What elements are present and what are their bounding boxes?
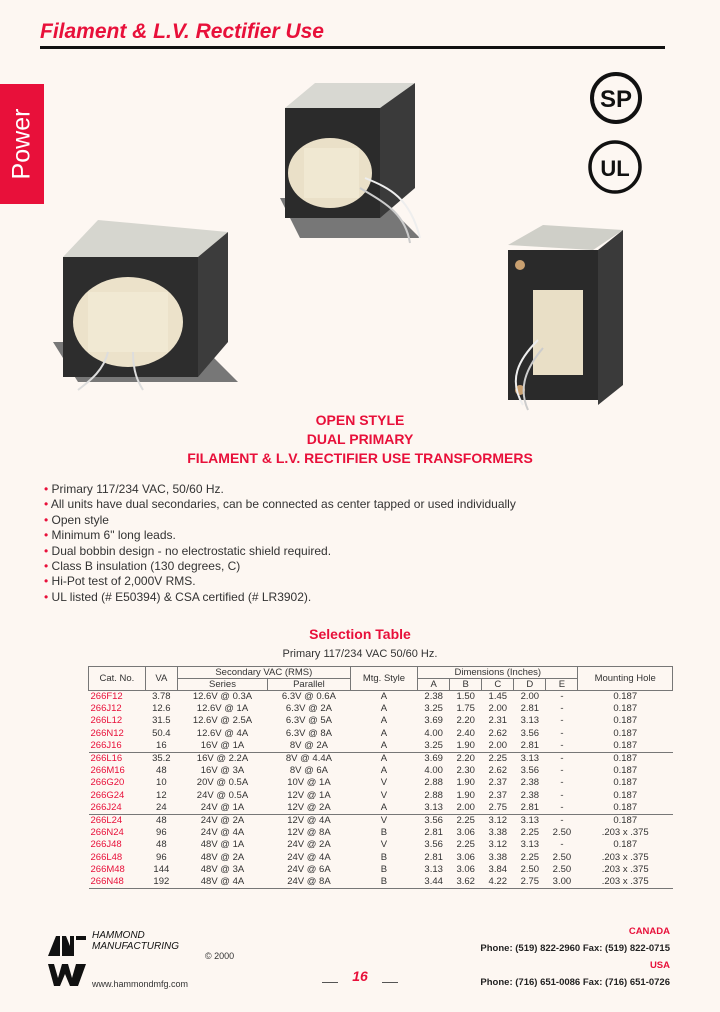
cell-dim-b: 1.90 (456, 789, 475, 801)
csa-mark-text: SP (599, 86, 633, 113)
table-row (89, 777, 673, 789)
cell-mtg-style: B (380, 827, 388, 839)
feature-item: • Class B insulation (130 degrees, C) (44, 559, 516, 574)
cell-series: 48V @ 1A (200, 839, 245, 851)
cell-series: 24V @ 0.5A (196, 789, 249, 801)
cell-parallel: 12V @ 2A (287, 801, 331, 813)
cell-mtg-style: A (380, 691, 388, 702)
cell-cat-no: 266N24 (90, 827, 124, 839)
cell-cat-no: 266L16 (89, 753, 146, 766)
cell-dim-d: 2.38 (520, 777, 540, 789)
table-row (89, 790, 673, 802)
cell-cat-no: 266N48 (90, 876, 124, 888)
cell-dim-d: 2.81 (520, 703, 540, 715)
cell-dim-d: 2.25 (520, 851, 540, 863)
cell-series: 16V @ 1A (200, 739, 245, 751)
cell-series: 24V @ 4A (200, 827, 245, 839)
cell-parallel: 6.3V @ 5A (285, 715, 332, 727)
cell-cat-no: 266M16 (90, 765, 125, 777)
cell-va: 3.78 (152, 691, 171, 702)
header-mounting-hole: Mounting Hole (578, 667, 673, 691)
cell-mounting-hole: 0.187 (578, 753, 673, 766)
header-va: VA (145, 667, 177, 691)
header-dim-e: E (546, 679, 578, 691)
cell-dim-b: 2.30 (456, 765, 475, 777)
page-title: Filament & L.V. Rectifier Use (40, 20, 324, 43)
copyright: © 2000 (205, 951, 235, 961)
cell-va: 144 (153, 863, 170, 875)
cell-dim-e: - (560, 703, 564, 715)
cell-dim-c: 2.00 (488, 703, 508, 715)
cell-dim-e: 2.50 (552, 827, 572, 839)
cell-dim-c: 2.00 (488, 739, 508, 751)
cell-dim-a: 3.56 (418, 815, 450, 828)
cell-va: 12.6 (152, 703, 171, 715)
cell-cat-no: 266J12 (90, 703, 122, 715)
cell-dim-a: 2.88 (424, 789, 443, 801)
feature-list (44, 482, 516, 605)
cell-parallel: 24V @ 6A (287, 863, 331, 875)
feature-item: • UL listed (# E50394) & CSA certified (# LR3902). (44, 590, 516, 605)
section-tab-label: Power (7, 108, 36, 180)
cell-dim-d: 3.13 (514, 753, 546, 766)
table-row (89, 703, 673, 715)
cell-mounting-hole: 0.187 (578, 815, 673, 828)
cell-parallel: 10V @ 1A (287, 777, 331, 789)
cell-series: 12.6V @ 2.5A (192, 715, 253, 727)
cell-mtg-style: A (380, 727, 388, 739)
cell-mounting-hole: 0.187 (613, 801, 638, 813)
cell-dim-a: 2.81 (424, 827, 443, 839)
cell-mtg-style: V (350, 815, 417, 828)
header-series: Series (177, 679, 267, 691)
transformer-photo-266n12 (48, 212, 248, 392)
cell-mounting-hole: .203 x .375 (601, 827, 649, 839)
cell-dim-b: 3.06 (456, 851, 475, 863)
table-row (89, 815, 673, 828)
cell-mtg-style: A (380, 703, 388, 715)
cell-cat-no: 266J16 (90, 739, 122, 751)
cell-dim-c: 3.38 (488, 827, 508, 839)
feature-item: • All units have dual secondaries, can be connected as center tapped or used individually (44, 497, 516, 512)
cell-dim-a: 3.13 (424, 801, 443, 813)
cell-series: 24V @ 2A (177, 815, 267, 828)
cell-mounting-hole: .203 x .375 (601, 863, 649, 875)
cell-dim-e: 2.50 (552, 851, 572, 863)
cell-parallel: 12V @ 1A (287, 789, 331, 801)
cell-parallel: 6.3V @ 0.6A (281, 691, 336, 702)
cell-dim-b: 3.06 (456, 827, 475, 839)
cell-dim-e: - (546, 815, 578, 828)
cell-dim-b: 2.25 (456, 839, 475, 851)
cell-mtg-style: V (380, 789, 388, 801)
cell-va: 31.5 (152, 715, 171, 727)
canada-label: CANADA (628, 926, 670, 937)
company-name (92, 930, 179, 952)
cell-dim-e: 2.50 (552, 863, 572, 875)
table-row (89, 827, 673, 839)
feature-item: • Minimum 6" long leads. (44, 528, 516, 543)
cell-mtg-style: A (380, 715, 388, 727)
heading-open-style: OPEN STYLE (315, 412, 405, 428)
table-row (89, 802, 673, 815)
cell-mtg-style: A (350, 753, 417, 766)
cell-mtg-style: A (380, 801, 388, 813)
cell-dim-e: - (560, 839, 564, 851)
cell-dim-b: 2.20 (456, 715, 475, 727)
cell-mounting-hole: 0.187 (613, 789, 638, 801)
cell-dim-a: 3.25 (424, 703, 443, 715)
cell-mtg-style: A (380, 765, 388, 777)
cell-dim-c: 3.12 (482, 815, 514, 828)
cell-parallel: 8V @ 6A (289, 765, 329, 777)
cell-dim-c: 2.62 (488, 765, 508, 777)
cell-dim-c: 2.62 (488, 727, 508, 739)
table-row (89, 740, 673, 753)
cell-dim-d: 2.00 (520, 691, 540, 702)
cell-va: 192 (153, 876, 170, 888)
cell-dim-b: 3.62 (456, 876, 475, 888)
cell-dim-d: 2.81 (520, 801, 540, 813)
header-dim-b: B (450, 679, 482, 691)
cell-mtg-style: V (380, 777, 388, 789)
cell-dim-e: - (560, 739, 564, 751)
cell-parallel: 8V @ 4.4A (268, 753, 351, 766)
cell-va: 48 (156, 765, 167, 777)
cell-parallel: 6.3V @ 2A (285, 703, 332, 715)
cell-dim-e: - (560, 789, 564, 801)
cell-series: 48V @ 3A (200, 863, 245, 875)
cell-dim-d: 3.13 (520, 715, 540, 727)
cell-cat-no: 266G20 (90, 777, 125, 789)
heading-product-type: FILAMENT & L.V. RECTIFIER USE TRANSFORMERS (187, 450, 533, 466)
cell-dim-c: 2.37 (488, 777, 508, 789)
table-row (89, 839, 673, 851)
cell-dim-a: 3.25 (424, 739, 443, 751)
table-row (89, 715, 673, 727)
cell-va: 50.4 (152, 727, 171, 739)
feature-item: • Hi-Pot test of 2,000V RMS. (44, 574, 516, 589)
cell-dim-a: 2.38 (424, 691, 443, 702)
company-name-line1: HAMMOND (92, 930, 145, 941)
transformer-photo-266j24 (270, 78, 440, 248)
cell-dim-a: 3.69 (418, 753, 450, 766)
table-row (89, 876, 673, 889)
cell-parallel: 24V @ 2A (287, 839, 331, 851)
cell-dim-d: 2.50 (520, 863, 540, 875)
ul-certification-logo (586, 138, 644, 196)
selection-table (88, 666, 673, 889)
cell-dim-d: 2.38 (520, 789, 540, 801)
company-name-line2: MANUFACTURING (92, 941, 180, 952)
cell-mounting-hole: 0.187 (613, 703, 638, 715)
cell-mounting-hole: 0.187 (613, 739, 638, 751)
cell-cat-no: 266L48 (90, 851, 123, 863)
header-dim-c: C (482, 679, 514, 691)
cell-cat-no: 266J48 (90, 839, 122, 851)
usa-label: USA (649, 960, 670, 971)
selection-table-subtitle: Primary 117/234 VAC 50/60 Hz. (282, 648, 438, 660)
page-number: 16 (330, 968, 390, 984)
cell-series: 12.6V @ 4A (196, 727, 249, 739)
cell-dim-d: 3.56 (520, 765, 540, 777)
cell-dim-a: 3.13 (424, 863, 443, 875)
cell-series: 16V @ 2.2A (177, 753, 267, 766)
cell-series: 48V @ 4A (200, 876, 245, 888)
canada-phone: Phone: (519) 822-2960 Fax: (519) 822-0715 (480, 943, 670, 954)
cell-dim-d: 2.75 (520, 876, 540, 888)
cell-dim-e: - (560, 765, 564, 777)
cell-dim-b: 1.75 (456, 703, 475, 715)
transformer-photo-266n48 (498, 220, 638, 420)
cell-mtg-style: B (380, 876, 388, 888)
cell-dim-e: 3.00 (552, 876, 572, 888)
table-row (89, 864, 673, 876)
cell-dim-c: 4.22 (488, 876, 508, 888)
cell-va: 35.2 (145, 753, 177, 766)
cell-mtg-style: A (380, 739, 388, 751)
cell-dim-b: 1.50 (456, 691, 475, 702)
cell-va: 48 (145, 815, 177, 828)
cell-parallel: 6.3V @ 8A (285, 727, 332, 739)
cell-dim-d: 3.13 (520, 839, 540, 851)
cell-dim-a: 4.00 (424, 765, 443, 777)
header-dim-a: A (418, 679, 450, 691)
selection-table-title: Selection Table (309, 626, 411, 642)
cell-dim-c: 3.38 (488, 851, 508, 863)
cell-mounting-hole: 0.187 (613, 777, 638, 789)
table-row (89, 728, 673, 740)
cell-va: 96 (156, 827, 167, 839)
cell-dim-e: - (560, 715, 564, 727)
feature-item: • Primary 117/234 VAC, 50/60 Hz. (44, 482, 516, 497)
cell-parallel: 8V @ 2A (289, 739, 329, 751)
hammond-logo (46, 932, 88, 988)
cell-dim-e: - (546, 753, 578, 766)
cell-dim-a: 3.56 (424, 839, 443, 851)
cell-dim-d: 3.56 (520, 727, 540, 739)
cell-dim-a: 2.81 (424, 851, 443, 863)
feature-item: • Dual bobbin design - no electrostatic shield required. (44, 544, 516, 559)
cell-dim-a: 3.69 (424, 715, 443, 727)
cell-mounting-hole: 0.187 (613, 765, 638, 777)
cell-mounting-hole: 0.187 (613, 715, 638, 727)
cell-dim-d: 2.25 (520, 827, 540, 839)
cell-cat-no: 266L12 (90, 715, 123, 727)
cell-dim-c: 1.45 (488, 691, 508, 702)
cell-va: 24 (156, 801, 167, 813)
cell-dim-a: 3.44 (424, 876, 443, 888)
cell-dim-b: 1.90 (456, 739, 475, 751)
cell-dim-b: 3.06 (456, 863, 475, 875)
csa-certification-logo (588, 70, 644, 126)
header-mtg-style: Mtg. Style (350, 667, 417, 691)
cell-dim-c: 2.31 (488, 715, 508, 727)
ul-mark-text: UL (600, 156, 630, 181)
table-row (89, 765, 673, 777)
usa-phone: Phone: (716) 651-0086 Fax: (716) 651-0726 (480, 977, 670, 988)
cell-mtg-style: B (380, 851, 388, 863)
cell-va: 96 (156, 851, 167, 863)
cell-va: 12 (156, 789, 167, 801)
cell-series: 12.6V @ 0.3A (192, 691, 253, 702)
cell-dim-e: - (560, 691, 564, 702)
cell-cat-no: 266J24 (90, 801, 122, 813)
cell-mounting-hole: .203 x .375 (601, 851, 649, 863)
cell-parallel: 12V @ 4A (268, 815, 351, 828)
cell-series: 12.6V @ 1A (196, 703, 249, 715)
cell-cat-no: 266N12 (90, 727, 124, 739)
header-secondary: Secondary VAC (RMS) (177, 667, 350, 679)
cell-va: 16 (156, 739, 167, 751)
heading-dual-primary: DUAL PRIMARY (306, 431, 414, 447)
cell-dim-b: 2.40 (456, 727, 475, 739)
cell-cat-no: 266M48 (90, 863, 125, 875)
cell-va: 10 (156, 777, 167, 789)
cell-series: 48V @ 2A (200, 851, 245, 863)
cell-mtg-style: B (380, 863, 388, 875)
cell-dim-e: - (560, 801, 564, 813)
header-parallel: Parallel (268, 679, 351, 691)
cell-cat-no: 266G24 (90, 789, 125, 801)
cell-dim-b: 2.00 (456, 801, 475, 813)
cell-dim-b: 1.90 (456, 777, 475, 789)
cell-va: 48 (156, 839, 167, 851)
cell-dim-b: 2.25 (450, 815, 482, 828)
cell-dim-e: - (560, 727, 564, 739)
cell-parallel: 12V @ 8A (287, 827, 331, 839)
header-dim-d: D (514, 679, 546, 691)
cell-dim-c: 3.84 (488, 863, 508, 875)
selection-table-body (89, 691, 673, 889)
cell-mounting-hole: 0.187 (613, 691, 638, 702)
cell-series: 20V @ 0.5A (196, 777, 249, 789)
cell-parallel: 24V @ 4A (287, 851, 331, 863)
cell-series: 16V @ 3A (200, 765, 245, 777)
cell-dim-d: 3.13 (514, 815, 546, 828)
cell-mounting-hole: 0.187 (613, 839, 638, 851)
feature-item: • Open style (44, 513, 516, 528)
cell-dim-c: 3.12 (488, 839, 508, 851)
cell-dim-b: 2.20 (450, 753, 482, 766)
header-cat-no: Cat. No. (89, 667, 146, 691)
cell-cat-no: 266L24 (89, 815, 146, 828)
cell-series: 24V @ 1A (200, 801, 245, 813)
cell-dim-a: 2.88 (424, 777, 443, 789)
cell-mounting-hole: 0.187 (613, 727, 638, 739)
cell-dim-a: 4.00 (424, 727, 443, 739)
cell-dim-c: 2.25 (482, 753, 514, 766)
title-rule (40, 46, 665, 49)
cell-dim-d: 2.81 (520, 739, 540, 751)
header-dimensions: Dimensions (Inches) (418, 667, 578, 679)
cell-parallel: 24V @ 8A (287, 876, 331, 888)
cell-dim-c: 2.75 (488, 801, 508, 813)
cell-mounting-hole: .203 x .375 (601, 876, 649, 888)
table-row (89, 753, 673, 766)
cell-mtg-style: V (380, 839, 388, 851)
section-tab (0, 84, 44, 204)
website-link[interactable]: www.hammondmfg.com (92, 979, 189, 989)
cell-dim-c: 2.37 (488, 789, 508, 801)
cell-dim-e: - (560, 777, 564, 789)
table-row (89, 852, 673, 864)
table-row (89, 691, 673, 704)
cell-cat-no: 266F12 (90, 691, 123, 702)
